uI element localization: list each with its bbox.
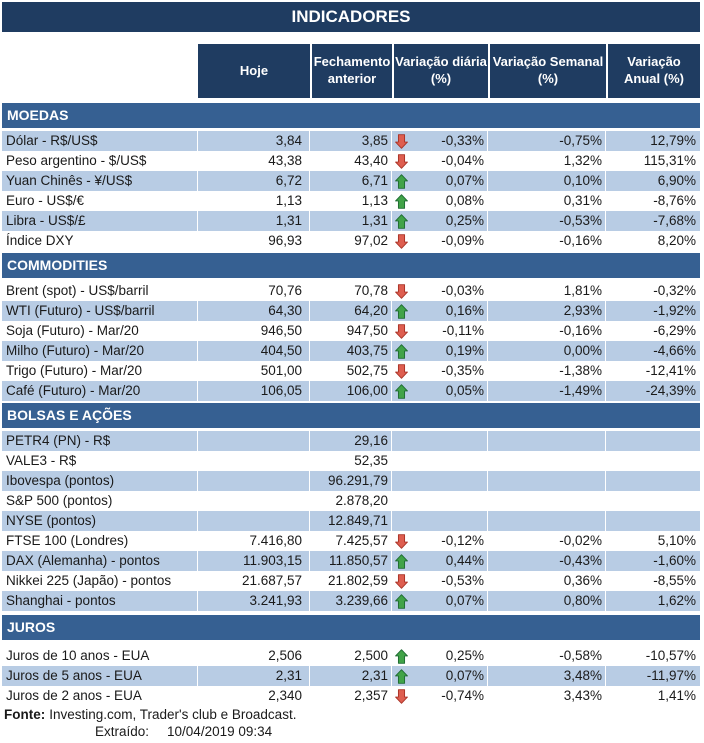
down-arrow-icon [395, 574, 408, 589]
cell-indicator-label: WTI (Futuro) - US$/barril [2, 301, 198, 321]
cell-variacao-semanal: 0,36% [488, 571, 606, 591]
column-header-label: Fechamento [313, 54, 391, 70]
cell-hoje [198, 471, 310, 491]
column-header-label: Hoje [239, 62, 269, 78]
variacao-diaria-value: -0,35% [441, 363, 484, 378]
table-row [2, 491, 700, 511]
cell-variacao-diaria [392, 471, 488, 491]
variacao-diaria-value: 0,07% [445, 173, 484, 188]
cell-variacao-anual: -8,55% [653, 573, 696, 588]
cell-variacao-anual: -24,39% [645, 383, 696, 398]
cell-variacao-diaria [392, 491, 488, 511]
cell-variacao-diaria [392, 171, 488, 191]
cell-variacao-diaria [392, 231, 488, 251]
variacao-diaria-value: 0,08% [445, 193, 484, 208]
cell-variacao-semanal: -1,38% [488, 361, 606, 381]
cell-fechamento-anterior: 29,16 [310, 431, 392, 451]
cell-hoje: 11.903,15 [198, 551, 310, 571]
cell-fechamento-anterior: 6,71 [310, 171, 392, 191]
cell-variacao-anual: -10,57% [645, 648, 696, 663]
up-arrow-icon [395, 344, 408, 359]
cell-indicator-label: Soja (Futuro) - Mar/20 [2, 321, 198, 341]
table-row [2, 381, 700, 401]
cell-hoje [198, 451, 310, 471]
cell-hoje: 43,38 [198, 151, 310, 171]
up-arrow-icon [395, 649, 408, 664]
cell-indicator-label: Dólar - R$/US$ [2, 131, 198, 151]
table-row [2, 431, 700, 451]
cell-variacao-semanal: 0,80% [488, 591, 606, 611]
up-arrow-icon [395, 669, 408, 684]
table-row [2, 321, 700, 341]
variacao-diaria-value: -0,11% [442, 323, 484, 338]
cell-variacao-anual: -4,66% [653, 343, 696, 358]
cell-fechamento-anterior: 1,13 [310, 191, 392, 211]
cell-hoje: 3,84 [198, 131, 310, 151]
cell-fechamento-anterior: 1,31 [310, 211, 392, 231]
table-body [0, 103, 704, 706]
cell-indicator-label: DAX (Alemanha) - pontos [2, 551, 198, 571]
cell-indicator-label: FTSE 100 (Londres) [2, 531, 198, 551]
cell-fechamento-anterior: 97,02 [310, 231, 392, 251]
column-header-label: (%) [537, 71, 559, 86]
cell-hoje: 70,76 [198, 281, 310, 301]
cell-variacao-semanal: -0,43% [488, 551, 606, 571]
cell-fechamento-anterior: 3.239,66 [310, 591, 392, 611]
down-arrow-icon [395, 364, 408, 379]
cell-variacao-semanal: 1,81% [488, 281, 606, 301]
variacao-diaria-value: -0,09% [441, 233, 484, 248]
column-header-row [2, 44, 700, 98]
cell-variacao-semanal: -1,49% [488, 381, 606, 401]
cell-variacao-anual: -7,68% [653, 213, 696, 228]
cell-variacao-anual: -11,97% [646, 668, 696, 683]
cell-indicator-label: Euro - US$/€ [2, 191, 198, 211]
cell-fechamento-anterior: 43,40 [310, 151, 392, 171]
variacao-diaria-value: 0,19% [445, 343, 484, 358]
cell-indicator-label: VALE3 - R$ [2, 451, 198, 471]
variacao-diaria-value: -0,03% [441, 283, 484, 298]
cell-variacao-semanal: -0,53% [488, 211, 606, 231]
cell-hoje: 1,13 [198, 191, 310, 211]
cell-indicator-label: Trigo (Futuro) - Mar/20 [2, 361, 198, 381]
cell-variacao-diaria [392, 281, 488, 301]
cell-variacao-semanal: -0,58% [488, 646, 606, 666]
table-row [2, 361, 700, 381]
cell-hoje: 404,50 [198, 341, 310, 361]
cell-hoje: 96,93 [198, 231, 310, 251]
cell-fechamento-anterior: 2,357 [310, 686, 392, 706]
cell-variacao-semanal [488, 511, 606, 531]
section-header-commodities: COMMODITIES [2, 253, 700, 278]
section-header-moedas: MOEDAS [2, 103, 700, 128]
cell-hoje: 106,05 [198, 381, 310, 401]
cell-variacao-diaria [392, 381, 488, 401]
section-header-bolsas-e-a-es: BOLSAS E AÇÕES [2, 403, 700, 428]
table-row [2, 281, 700, 301]
cell-variacao-diaria [392, 131, 488, 151]
cell-variacao-diaria [392, 511, 488, 531]
column-header-variacao-semanal [488, 44, 606, 98]
variacao-diaria-value: 0,44% [445, 553, 484, 568]
cell-fechamento-anterior: 7.425,57 [310, 531, 392, 551]
variacao-diaria-value: 0,25% [445, 648, 484, 663]
cell-variacao-diaria [392, 361, 488, 381]
cell-hoje: 6,72 [198, 171, 310, 191]
cell-fechamento-anterior: 12.849,71 [310, 511, 392, 531]
up-arrow-icon [395, 384, 408, 399]
column-header-label: Variação diária [395, 54, 487, 70]
down-arrow-icon [395, 534, 408, 549]
cell-fechamento-anterior: 2,31 [310, 666, 392, 686]
table-row [2, 151, 700, 171]
cell-variacao-semanal: 0,31% [488, 191, 606, 211]
cell-fechamento-anterior: 70,78 [310, 281, 392, 301]
variacao-diaria-value: 0,16% [445, 303, 484, 318]
cell-variacao-diaria [392, 431, 488, 451]
cell-variacao-semanal [488, 471, 606, 491]
cell-hoje [198, 431, 310, 451]
down-arrow-icon [395, 689, 408, 704]
cell-variacao-anual: 12,79% [650, 133, 696, 148]
cell-variacao-semanal: 0,00% [488, 341, 606, 361]
up-arrow-icon [395, 174, 408, 189]
column-header-fechamento-anterior [310, 44, 392, 98]
cell-hoje: 946,50 [198, 321, 310, 341]
cell-variacao-anual: -0,32% [653, 283, 696, 298]
cell-indicator-label: NYSE (pontos) [2, 511, 198, 531]
table-row [2, 511, 700, 531]
cell-variacao-diaria [392, 321, 488, 341]
variacao-diaria-value: -0,53% [441, 573, 484, 588]
cell-hoje: 64,30 [198, 301, 310, 321]
table-row [2, 211, 700, 231]
column-header-variacao-diaria [392, 44, 488, 98]
cell-indicator-label: Brent (spot) - US$/barril [2, 281, 198, 301]
cell-indicator-label: S&P 500 (pontos) [2, 491, 198, 511]
section-moedas [0, 103, 704, 251]
cell-indicator-label: Yuan Chinês - ¥/US$ [2, 171, 198, 191]
column-header-label: Variação Semanal [492, 54, 604, 70]
cell-fechamento-anterior: 2,500 [310, 646, 392, 666]
cell-variacao-semanal: -0,16% [488, 231, 606, 251]
cell-fechamento-anterior: 96.291,79 [310, 471, 392, 491]
cell-variacao-anual: 5,10% [657, 533, 696, 548]
variacao-diaria-value: 0,05% [445, 383, 484, 398]
table-row [2, 531, 700, 551]
section-juros [0, 615, 704, 706]
source-label: Fonte: [4, 707, 46, 722]
cell-variacao-semanal: -0,75% [488, 131, 606, 151]
table-row [2, 591, 700, 611]
cell-variacao-semanal: 2,93% [488, 301, 606, 321]
cell-indicator-label: PETR4 (PN) - R$ [2, 431, 198, 451]
cell-indicator-label: Café (Futuro) - Mar/20 [2, 381, 198, 401]
cell-variacao-diaria [392, 591, 488, 611]
cell-indicator-label: Shanghai - pontos [2, 591, 198, 611]
cell-variacao-semanal [488, 431, 606, 451]
cell-indicator-label: Libra - US$/£ [2, 211, 198, 231]
cell-indicator-label: Peso argentino - $/US$ [2, 151, 198, 171]
table-row [2, 131, 700, 151]
cell-hoje: 2,31 [198, 666, 310, 686]
cell-hoje [198, 511, 310, 531]
cell-variacao-semanal: 3,48% [488, 666, 606, 686]
variacao-diaria-value: 0,07% [445, 593, 484, 608]
cell-variacao-semanal: 0,10% [488, 171, 606, 191]
table-row [2, 341, 700, 361]
table-row [2, 171, 700, 191]
table-row [2, 551, 700, 571]
cell-variacao-diaria [392, 531, 488, 551]
table-row [2, 451, 700, 471]
cell-variacao-anual: -6,29% [653, 323, 696, 338]
cell-variacao-anual: -1,60% [653, 553, 696, 568]
variacao-diaria-value: 0,25% [445, 213, 484, 228]
column-header-variacao-anual [606, 44, 700, 98]
cell-hoje: 7.416,80 [198, 531, 310, 551]
extracted-timestamp: 10/04/2019 09:34 [167, 724, 273, 739]
column-header-label: Variação [627, 54, 681, 70]
source-line [4, 707, 704, 723]
cell-hoje: 501,00 [198, 361, 310, 381]
cell-variacao-anual [606, 451, 700, 471]
cell-variacao-semanal: 1,32% [488, 151, 606, 171]
cell-variacao-diaria [392, 211, 488, 231]
cell-variacao-anual: -8,76% [653, 193, 696, 208]
cell-variacao-semanal: -0,02% [488, 531, 606, 551]
section-bolsas-e-a-es [0, 403, 704, 611]
cell-variacao-diaria [392, 301, 488, 321]
up-arrow-icon [395, 194, 408, 209]
cell-variacao-diaria [392, 571, 488, 591]
cell-hoje: 3.241,93 [198, 591, 310, 611]
cell-hoje [198, 491, 310, 511]
footer [0, 707, 704, 740]
cell-variacao-anual: -1,92% [653, 303, 696, 318]
cell-fechamento-anterior: 106,00 [310, 381, 392, 401]
cell-indicator-label: Milho (Futuro) - Mar/20 [2, 341, 198, 361]
cell-variacao-anual [606, 431, 700, 451]
cell-hoje: 1,31 [198, 211, 310, 231]
cell-indicator-label: Ibovespa (pontos) [2, 471, 198, 491]
cell-fechamento-anterior: 947,50 [310, 321, 392, 341]
variacao-diaria-value: -0,04% [441, 153, 484, 168]
cell-hoje: 2,506 [198, 646, 310, 666]
table-row [2, 191, 700, 211]
column-header-label: Anual (%) [624, 71, 684, 86]
column-header-spacer [2, 44, 198, 98]
cell-variacao-diaria [392, 551, 488, 571]
cell-variacao-anual: 6,90% [657, 173, 696, 188]
cell-variacao-anual [606, 471, 700, 491]
variacao-diaria-value: -0,12% [441, 533, 484, 548]
down-arrow-icon [395, 154, 408, 169]
cell-fechamento-anterior: 11.850,57 [310, 551, 392, 571]
column-header-hoje [198, 44, 310, 98]
cell-fechamento-anterior: 2.878,20 [310, 491, 392, 511]
section-header-juros: JUROS [2, 615, 700, 640]
extracted-line [95, 723, 704, 740]
up-arrow-icon [395, 594, 408, 609]
up-arrow-icon [395, 214, 408, 229]
cell-variacao-semanal [488, 491, 606, 511]
cell-indicator-label: Juros de 10 anos - EUA [2, 646, 198, 666]
down-arrow-icon [395, 324, 408, 339]
cell-fechamento-anterior: 403,75 [310, 341, 392, 361]
cell-variacao-semanal: -0,16% [488, 321, 606, 341]
cell-variacao-anual: 8,20% [657, 233, 696, 248]
cell-fechamento-anterior: 3,85 [310, 131, 392, 151]
cell-variacao-anual: 1,62% [657, 593, 696, 608]
cell-hoje: 21.687,57 [198, 571, 310, 591]
cell-fechamento-anterior: 64,20 [310, 301, 392, 321]
cell-fechamento-anterior: 502,75 [310, 361, 392, 381]
cell-variacao-anual: 1,41% [657, 688, 696, 703]
down-arrow-icon [395, 134, 408, 149]
table-row [2, 571, 700, 591]
table-row [2, 231, 700, 251]
cell-indicator-label: Juros de 5 anos - EUA [2, 666, 198, 686]
cell-variacao-diaria [392, 191, 488, 211]
table-row [2, 686, 700, 706]
cell-variacao-diaria [392, 666, 488, 686]
table-row [2, 646, 700, 666]
variacao-diaria-value: -0,74% [441, 688, 484, 703]
up-arrow-icon [395, 304, 408, 319]
down-arrow-icon [395, 284, 408, 299]
cell-variacao-semanal: 3,43% [488, 686, 606, 706]
cell-variacao-anual: -12,41% [645, 363, 696, 378]
cell-variacao-anual [606, 511, 700, 531]
source-text: Investing.com, Trader's club e Broadcast. [49, 707, 297, 722]
cell-variacao-diaria [392, 341, 488, 361]
cell-indicator-label: Juros de 2 anos - EUA [2, 686, 198, 706]
cell-hoje: 2,340 [198, 686, 310, 706]
cell-indicator-label: Nikkei 225 (Japão) - pontos [2, 571, 198, 591]
cell-variacao-diaria [392, 451, 488, 471]
up-arrow-icon [395, 554, 408, 569]
table-row [2, 666, 700, 686]
cell-variacao-diaria [392, 646, 488, 666]
cell-fechamento-anterior: 52,35 [310, 451, 392, 471]
column-header-label: anterior [327, 71, 377, 86]
cell-fechamento-anterior: 21.802,59 [310, 571, 392, 591]
column-header-label: (%) [430, 71, 452, 86]
down-arrow-icon [395, 234, 408, 249]
cell-indicator-label: Índice DXY [2, 231, 198, 251]
cell-variacao-anual [606, 491, 700, 511]
section-commodities [0, 253, 704, 401]
table-row [2, 301, 700, 321]
cell-variacao-diaria [392, 686, 488, 706]
variacao-diaria-value: 0,07% [445, 668, 484, 683]
page-title: INDICADORES [2, 2, 700, 32]
table-row [2, 471, 700, 491]
extracted-label: Extraído: [95, 724, 150, 739]
cell-variacao-anual: 115,31% [643, 153, 696, 168]
cell-variacao-semanal [488, 451, 606, 471]
variacao-diaria-value: -0,33% [441, 133, 484, 148]
cell-variacao-diaria [392, 151, 488, 171]
